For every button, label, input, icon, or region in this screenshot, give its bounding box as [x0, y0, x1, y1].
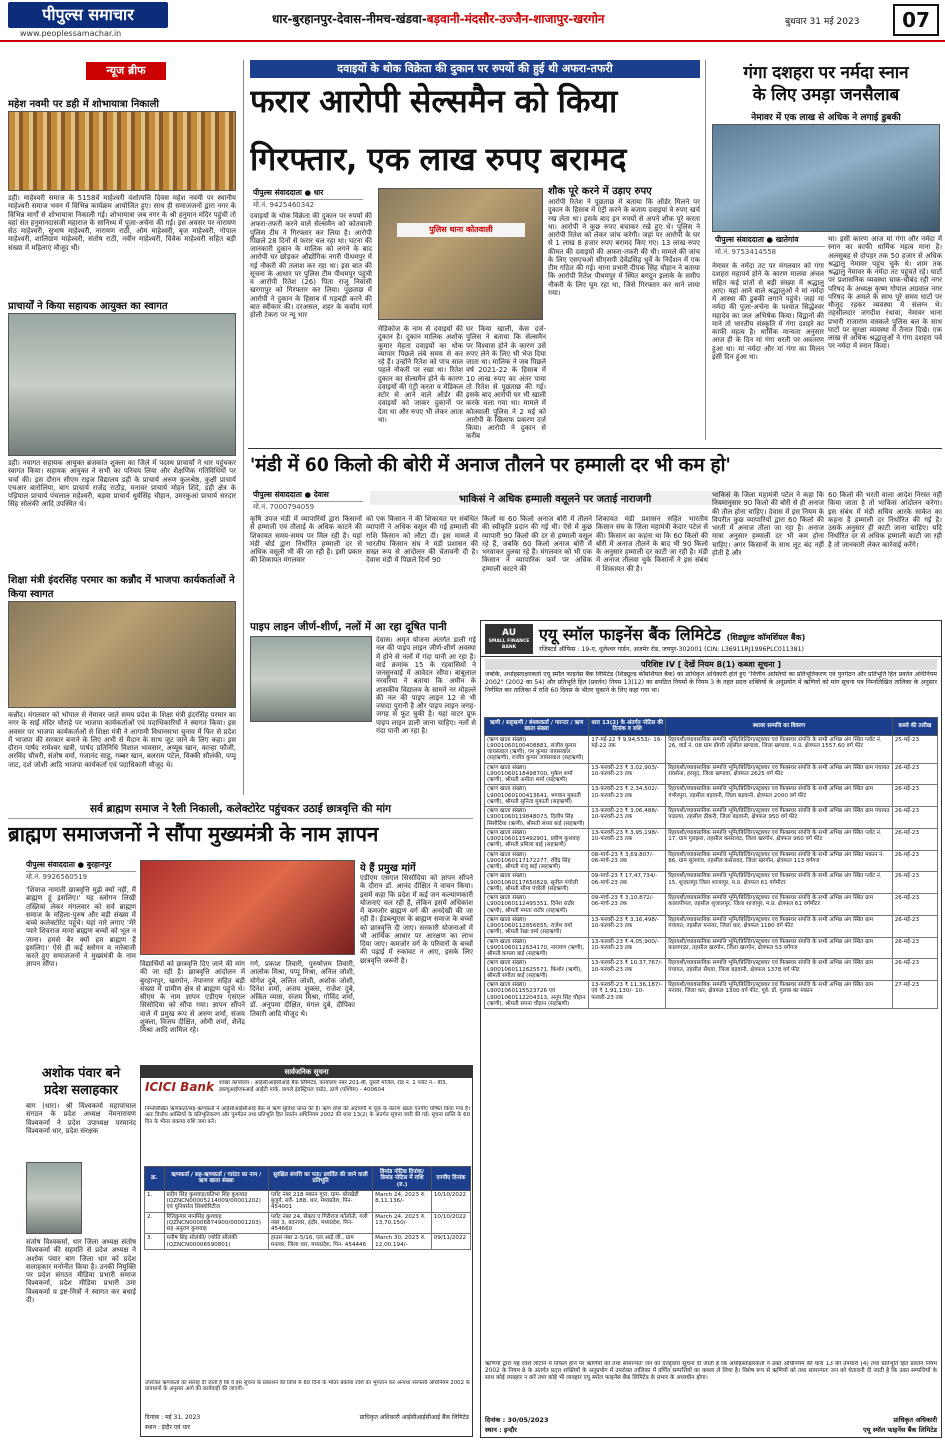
au-footer: ऋणियों द्वारा यह राशि लौटाने में विफल होने पर ऋणियों को तथा सामान्यतः जन को एतद्द्वारा सूचना दी जाती है कि अधोहस्ताक्षरकर्ता ने उक्त अधिनियम की धारा 13 की उपधारा (4) तथा प्रतिभूति हित प्रवर्तन नियम 2002 के नियम 8 के अंतर्गत प्रदत्त शक्तियों के अनुप्रयोग में उपरोक्त तालिका में वर्णित सम्पत्तियों का कब्जा ले लिया है। विशेष रूप से ऋणियों को तथा सामान्यतः जन को चेतावनी दी जाती है कि उक्त सम्पत्तियों के साथ कोई व्यवहार न करें तथा कोई भी व्यवहार एयू स्मॉल फाइनेंस बैंक लिमिटेड के प्रभार के अध्यधीन होगा।: [485, 1361, 937, 1381]
brief2-headline[interactable]: प्राचार्यों ने किया सहायक आयुक्त का स्वागत: [8, 301, 168, 312]
au-table-cell: रिहायशी/व्यावसायिक सम्पत्ति भूमि/बिल्डिंग/स्ट्रक्चर एवं फिक्स्चर संपत्ति के सभी अभिन्न अंग स्थित ग्राम कालापाठा, तहसील खरगोन, जिला खरगोन, क्षेत्रफल 53 वर्गगज: [666, 937, 893, 959]
au-table-cell: (ऋण खाता संख्या) L9001060112495351, दिनेश राठौर (ऋणी), श्रीमती ममता राठौर (सहऋणी): [485, 894, 589, 916]
au-table-cell: रिहायशी/व्यावसायिक सम्पत्ति भूमि/बिल्डिंग/स्ट्रक्चर एवं फिक्स्चर संपत्ति के सभी अभिन्न अंग स्थित ग्राम पंचायत पाडल्या, तहसील ठीकरी, जिला बड़वानी, क्षेत्रफल 950 वर्ग फीट: [666, 807, 893, 829]
ganga-byline: पीपुल्स संवाददाता ● खातेगांव: [715, 235, 799, 244]
edition-cities: [272, 10, 742, 27]
ganga-photo: [712, 124, 940, 232]
au-table-cell: 13-फरवरी-23 ₹ 4,05,900/- 10-फरवरी-23 तक: [589, 937, 666, 959]
au-table-cell: (ऋण खाता संख्या) L9001060117172277, रविंद्र सिंह (ऋणी), श्रीमती मंजू बाई (सहऋणी): [485, 850, 589, 872]
au-table-row: [485, 959, 938, 981]
icici-table: [144, 1166, 471, 1250]
au-table-cell: रिहायशी/व्यावसायिक सम्पत्ति भूमि/बिल्डिंग/स्ट्रक्चर एवं फिक्स्चर संपत्ति के सभी अभिन्न अंग स्थित ग्राम कालापीपल, तहसील शुजालपुर, जिला शाजापुर, म.प्र. क्षेत्रफल 61 वर्गमीटर: [666, 894, 893, 916]
icici-table-wrap: [144, 1166, 471, 1376]
icici-table-row: [145, 1234, 471, 1250]
lead-headline-line2[interactable]: गिरफ्तार, एक लाख रुपए बरामद: [250, 140, 627, 178]
au-table-cell: 13-फरवरी-23 ₹ 3,95,198/- 10-फरवरी-23 तक: [589, 828, 666, 850]
au-table-cell: 26-मई-23: [892, 828, 937, 850]
au-table-row: [485, 937, 938, 959]
brief1-body: डही। माहेश्वरी समाज के 5158वें माहेश्वरी वंशोत्पत्ति दिवस महेश नवमी पर स्थानीय माहेश्वरी समाज भवन में विभिन्न कार्यक्रम आयोजित हुए। साथ ही समाजजनों द्वारा नगर के विभिन्न मार्गों से शोभायात्रा निकाली गई। शोभायात्रा जब नगर के श्री हनुमान मंदिर पहुंची तो वहां संत हनुमानदासजी महाराज के सानिध्य में पूजा-अर्चना की गई। इस अवसर पर नारायण सेठ माहेश्वरी, सुभाष माहेश्वरी, नारायण राठी, ओम माहेश्वरी, बृज माहेश्वरी, गोपाल माहेश्वरी, शालिग्राम माहेश्वरी, संतोष राठी, नवीन माहेश्वरी, विवेक माहेश्वरी सहित बड़ी संख्या में महिलाएं मौजूद थीं।: [8, 194, 236, 252]
ashok-body2: संतोष विश्वकर्मा, धार जिला अध्यक्ष संतोष विश्वकर्मा की सहमति से प्रदेश अध्यक्ष ने अशोक पंवार बाग जिला धार को प्रदेश सलाहकार मनोनीत किया है। उनकी नियुक्ति पर प्रदेश संगठन मीडिया प्रभारी समाज विश्वकर्मा, प्रदेश मीडिया प्रभारी उमा विश्वकर्मा व इष्ट-मित्रों ने स्वागत कर बधाई दी।: [26, 1238, 136, 1304]
icici-intro: निम्नलिखित ऋणकर्ता/सह-ऋणकर्ता ने आईसीआईसीआई बैंक से ऋण सुविधा प्राप्त की है। ऋण राशि की अदायगी में चूक के कारण खाता एनपीए घोषित किया गया है। अतः वित्तीय आस्तियों के प्रतिभूतिकरण और पुनर्गठन तथा प्रतिभूति हित प्रवर्तन अधिनियम 2002 की धारा 13(2) के अंतर्गत सूचना जारी की गई। सूचना प्राप्ति के 60 दिन के भीतर बकाया राशि जमा करें।: [145, 1106, 470, 1125]
news-brief-title: न्यूज ब्रीफ: [86, 62, 166, 80]
ganga-subhead: नेमावर में एक लाख से अधिक ने लगाई डुबकी: [751, 113, 901, 123]
icici-table-header-1: ऋणकर्ता / सह-ऋणकर्ता / गारंटर का नाम / ऋण खाता संख्या: [164, 1167, 268, 1191]
icici-table-cell: प्रदीप सिंह कुशवाह/प्रतिभा सिंह कुशवाह (QZNCN00005214009/00001202) एवं यूनिवर्सल सिक्योरिटीज: [164, 1190, 268, 1212]
ganga-col1: नेमावर के नर्मदा तट पर मंगलवार को गंगा दशहरा महापर्व होने के कारण मालवा अंचल सहित कई प्रांतों से बड़ी संख्या में श्रद्धालु आए। यहां आने वाले श्रद्धालुओं ने मां नर्मदा में आस्था की डुबकी लगाने पहुंचे। जहां मां नर्मदा की पूजा-अर्चना के पश्चात सिद्धेश्वर महादेव का जल अभिषेक किया। विद्वानों की माने तो भारतीय संस्कृति में गंगा दशहरे का काफी महत्व है। धार्मिक मान्यता अनुसार आज ही के दिन मां गंगा धरती पर अवतरण हुआ था। मां नर्मदा और मां गंगा का मिलन इसी दिन हुआ था।: [712, 262, 824, 361]
au-table-row: [485, 981, 938, 1009]
lead-photo: [378, 188, 543, 320]
lead-photo-sign: पुलिस थाना कोतवाली: [397, 223, 525, 237]
au-table-cell: रिहायशी/व्यावसायिक सम्पत्ति भूमि/बिल्डिंग/स्ट्रक्चर एवं फिक्स्चर संपत्ति के सभी अभिन्न अंग स्थित ग्राम पंचायत, तहसील मनावर, जिला धार, क्षेत्रफल 1180 वर्ग फीट: [666, 915, 893, 937]
au-table-row: [485, 872, 938, 894]
au-table: [484, 717, 938, 1009]
au-place: स्थान : इन्दौर: [485, 1426, 517, 1434]
mandi-col4: शिकायत मंडी प्रशासन सहित भारतीय किसान संघ के जिला महामंत्री केदार पटेल से की। किसान का कहना था कि 60 किलो की बोरी में अनाज तौलने के बाद भी 90 किलो के अनुसार हम्माली दर काटी जा रही है। मंडी में अनाज तौलवा चुके किसानों ने इस संबंध में शिकायत की है।: [596, 515, 708, 573]
column-divider: [243, 60, 244, 795]
icici-top-label: सार्वजनिक सूचना: [141, 1066, 472, 1078]
icici-table-cell: 2.: [145, 1212, 165, 1234]
brief2-body: डही। नवागत सहायक आयुक्त ब्रजकांत शुक्ला का जिले में पदस्थ प्राचार्यों ने धार पहुंचकर स्वागत किया। सहायक आयुक्त ने सभी का परिचय लिया और शैक्षणिक गतिविधियों पर चर्चा की। इस दौरान सीएम राइज विद्यालय डही के प्राचार्य अरुण कुलश्रेष्ठ, कुक्षी प्राचार्य एचआर बारोलिया, बाग प्राचार्य राजेंद्र राठौड़, मनावर प्राचार्य मोहन शिंदे, डही क्षेत्र के पड़ियाल प्राचार्य पंचलाल महेश्वरी, बड़वा प्राचार्य धुर्वसिंह चौहान, उमरकुआं प्राचार्य सरदार सिंह सोलंकी आदि उपस्थित थे।: [8, 459, 236, 509]
au-table-wrap: [484, 717, 938, 1357]
ashok-body1: बाग (धार)। श्री विश्वकर्मा महापांचाल संगठन के प्रदेश अध्यक्ष नेमनारायण विश्वकर्मा ने प्रदेश उपाध्यक्ष परमानंद विश्वकर्मा धार, प्रदेश संरक्षक: [26, 1102, 136, 1135]
icici-logo: ICICI Bank: [145, 1080, 214, 1094]
au-title-suffix: (शिड्यूल्ड कॉमर्शियल बैंक): [726, 633, 806, 642]
brahmin-side-headline: ये हैं प्रमुख मांगें: [360, 863, 416, 874]
issue-date: बुधवार 31 मई 2023: [785, 17, 860, 27]
icici-table-cell: March 30, 2023 रु. 12,00,194/-: [373, 1234, 432, 1250]
brief3-headline[interactable]: शिक्षा मंत्री इंदरसिंह परमार का कन्नौद में भाजपा कार्यकर्ताओं ने किया स्वागत: [8, 575, 235, 600]
au-table-cell: 26-मई-23: [892, 915, 937, 937]
au-table-header-1: धारा 13(2) के अंतर्गत नोटिस की दिनांक व राशि: [589, 718, 666, 736]
brahmin-photo: [140, 860, 355, 955]
au-table-cell: 17-मई-22 ₹ 9,94,553/- 16-मई-22 तक: [589, 735, 666, 763]
icici-table-cell: March 24, 2023 रु. 8,11,136/-: [373, 1190, 432, 1212]
brahmin-kicker: सर्व ब्राह्मण समाज ने रैली निकाली, कलेक्टोरेट पहुंचकर उठाई छात्रवृत्ति की मांग: [8, 800, 473, 819]
lead-kicker: दवाइयों के थोक विक्रेता की दुकान पर रुपयों की हुई थी अफरा-तफरी: [250, 60, 700, 78]
au-logo: [485, 624, 533, 654]
au-table-cell: 13-फरवरी-23 ₹ 2,34,502/- 10-फरवरी-23 तक: [589, 785, 666, 807]
icici-date: दिनांक : मई 31, 2023: [145, 1414, 201, 1421]
brief3-body: कन्नौद। मंगलवार को भोपाल से नेमावर जाते समय प्रदेश के शिक्षा मंत्री इंदरसिंह परमार का नगर के साईं मंदिर चौराहे पर भाजपा कार्यकर्ताओं एवं पदाधिकारियों ने स्वागत किया। इस अवसर पर भाजपा कार्यकर्ताओं से शिक्षा मंत्री ने आगामी विधानसभा चुनाव में फिर से प्रदेश में भाजपा की सरकार बनाने के लिए अभी से मैदान के साथ जुट जाने के लिए कहा। इस दौरान पार्षद रामेश्वर खत्री, पार्षद प्रतिनिधि विशाल भावसार, अय्यूब खान, कान्हा फौजी, अरविंद चौधरी, संतोष वर्मा, गजानंद साहू, गब्बर खान, बलराम पटेल, विक्की सौलंकी, पप्पू जाट, दर्श जोशी आदि भाजपा कार्यकर्ता एवं पदाधिकारी मौजूद थे।: [8, 711, 236, 769]
section-rule: [248, 448, 942, 449]
lead-col2: मेडिकोज के नाम से दवाइयों की दुकान है। दुकान मालिक अशोक कुमार मेहता दवाइयों का थोक व्यापार पिछले लंबे समय से कर रहे हैं। उन्होंने रितेश को पांच साल पहले नौकरी पर रखा था। रितेश दुकान का सेल्समैन होने के कारण दवाइयों की एंट्री करता व मेडिकल स्टोर से आने वाले ऑर्डर की दवाइयों को जाकर दुकानों पर देता था और रुपए भी लेकर आता था।: [378, 325, 463, 424]
au-signatory-2: एयू स्मॉल फाइनेंस बैंक लिमिटेड: [863, 1426, 937, 1434]
mandi-byline: पीपुल्स संवाददाता ● देवास: [253, 490, 329, 499]
mandi-subhead: भाकिसं ने अधिक हम्माली वसूलने पर जताई नाराजगी: [370, 491, 740, 505]
icici-table-header-2: सुरक्षित संपत्ति का पता/ प्रवर्तित की जाने वाली प्रतिभूति: [268, 1167, 372, 1191]
brahmin-headline[interactable]: ब्राह्मण समाजजनों ने सौंपा मुख्यमंत्री के नाम ज्ञापन: [8, 822, 379, 846]
lead-col3: घर किया खाली, केस दर्ज- पुलिस ने बताया कि सेल्समैन पर विश्वास होने के कारण उसे रुपए लेने के लिए भी भेज दिया जाता था। मालिक ने जब पिछले वर्ष 2021-22 के हिसाब में 10 लाख रुपए का अंतर पाया तो रितेश से पूछताछ की गई। इसके बाद आरोपी घर भी खाली करके चला गया था। मामले में कोतवाली पुलिस ने 2 मई को आरोपी के खिलाफ प्रकरण दर्ज किया। आरोपी ने दुकान से करीब: [466, 325, 546, 441]
au-table-cell: (ऋण खाता संख्या) L9001060117650829, सुनील पंचोली (ऋणी), श्रीमती सीमा पंचोली (सहऋणी): [485, 872, 589, 894]
au-table-row: [485, 894, 938, 916]
au-table-cell: 26-मई-23: [892, 807, 937, 829]
icici-table-cell: 09/11/2022: [431, 1234, 470, 1250]
icici-table-row: [145, 1212, 471, 1234]
lead-headline-line1[interactable]: फरार आरोपी सेल्समैन को किया: [250, 82, 618, 120]
au-logo-line1: AU: [502, 628, 516, 638]
icici-table-cell: मनीष सिंह सोलंकी/ ज्योति सोलंकी (QZNCN00006590801): [164, 1234, 268, 1250]
au-table-cell: (ऋण खाता संख्या) L9001060100408881, संजीव कुमार जायसवाल (ऋणी), एम कुमार जायसवाल (सहऋणी), राजीव कुमार जायसवाल (सहऋणी): [485, 735, 589, 763]
icici-table-row: [145, 1190, 471, 1212]
au-table-cell: 09-मार्च-23 ₹ 3,10,872/- 06-मार्च-23 तक: [589, 894, 666, 916]
au-table-header-2: स्थावर सम्पत्ति का विवरण: [666, 718, 893, 736]
au-registered-office: रजिस्टर्ड ऑफिस : 19-ए, धूलेश्वर गार्डन, अजमेर रोड, जयपुर-302001 (CIN: L36911RJ1996PLC011381): [539, 646, 804, 653]
au-table-cell: रिहायशी/व्यावसायिक सम्पत्ति भूमि/बिल्डिंग/स्ट्रक्चर एवं फिक्स्चर संपत्ति के सभी अभिन्न अंग स्थित ग्राम गंभीरपुरा, तहसील बड़वानी, जिला बड़वानी, क्षेत्रफल 2000 वर्ग फीट: [666, 785, 893, 807]
au-table-cell: (ऋण खाता संख्या) L9001060119848073, दिलीप सिंह सिसौदिया (ऋणी), श्रीमती संध्या बाई (सहऋणी): [485, 807, 589, 829]
website-link[interactable]: www.peoplessamachar.in: [20, 29, 122, 38]
au-table-cell: रिहायशी/व्यावसायिक सम्पत्ति भूमि/बिल्डिंग/स्ट्रक्चर एवं फिक्स्चर संपत्ति के सभी अभिन्न अंग स्थित ग्राम मनावर, जिला धार, क्षेत्रफल 1300 वर्ग फीट, पूर्व: डॉ. गुलाब का मकान: [666, 981, 893, 1009]
cities-red: बड़वानी-मंदसौर-उज्जैन-शाजापुर-खरगोन: [426, 12, 605, 26]
icici-table-cell: 10/10/2022: [431, 1190, 470, 1212]
au-table-cell: (ऋण खाता संख्या) L9001060112625571, किशोर (ऋणी), श्रीमती संगीता बाई (सहऋणी): [485, 959, 589, 981]
au-table-cell: 13-फरवरी-23 ₹ 10,37,767/- 10-फरवरी-23 तक: [589, 959, 666, 981]
au-notice-title: [539, 623, 939, 645]
newspaper-logo[interactable]: पीपुल्स समाचार: [8, 2, 168, 28]
au-table-cell: 13-फरवरी-23 ₹ 3,02,903/- 10-फरवरी-23 तक: [589, 763, 666, 785]
au-table-cell: 26-मई-23: [892, 937, 937, 959]
au-table-cell: 13-फरवरी-23 ₹ 11,36,187/- एवं ₹ 1,91,130/- 10-फरवरी-23 तक: [589, 981, 666, 1009]
page-number: 07: [893, 4, 939, 36]
brahmin-col2: विद्यार्थियों को छात्रवृत्ति दिए जाने की मांग की जा रही है। छात्रवृत्ति आंदोलन में बुरहानपुर, खरगोन, नेपानगर सहित बड़ी संख्या में ग्रामीण क्षेत्र से ब्राह्मण पहुंचे थे। सीएम के नाम ज्ञापन एडीएम एसएल सिसोदिया को सौंपा गया। ज्ञापन सौंपने वाले में प्रमुख रूप से अरुण शर्मा, संजय शुक्ला, विजय दीक्षित, ओमी शर्मा, शैलेंद्र मिश्रा आदि शामिल रहे।: [140, 960, 245, 1034]
brief1-headline[interactable]: महेश नवमी पर डही में शोभायात्रा निकाली: [8, 99, 159, 110]
pipeline-photo: [250, 636, 372, 722]
ganga-col2: था। इसी कारण आज मां गंगा और नर्मदा में स्नान का काफी धार्मिक महत्व माना है। अलसुबह से दोपहर तक 50 हजार से अधिक श्रद्धालु नेमावर पहुंच चुके थे। शाम तक श्रद्धालु नेमावर के नर्मदा तट पहुंचते रहे। घाटों पर प्रशासनिक व्यवस्था चाक-चौबंद रही नगर परिषद के अध्यक्ष कृष्ण गोपाल अग्रवाल नगर परिषद के अमले के साथ पूरे समय घाटों पर मौजूद रहकर व्यवस्था में संलग्न थे। तहसीलदार जगदीश रंधावा, नेमावर थाना प्रभारी राजाराम वास्कले पुलिस बल के साथ घाटों पर सुरक्षा व्यवस्था में तैनात दिखे। एक लाख से अधिक श्रद्धालुओं ने गंगा दशहरा पर्व पर नर्मदा में स्नान किया।: [828, 235, 942, 351]
au-table-cell: रिहायशी/व्यावसायिक सम्पत्ति भूमि/बिल्डिंग/स्ट्रक्चर एवं फिक्स्चर संपत्ति के सभी अभिन्न अंग स्थित मकान नं. 86, ग्राम सुलगांव, तहसील कसरावद, जिला खरगोन, क्षेत्रफल 113 वर्गगज: [666, 850, 893, 872]
ganga-mobile: मो.नं. 9753414558: [715, 246, 825, 257]
brahmin-col1: 'शिवाज नामाती छात्रवृत्ति मुझे क्यों नहीं, मैं ब्राह्मण हूं इसलिए।' यह स्लोगन लिखी तख्तियां लेकर मंगलवार को सर्व ब्राह्मण समाज के महिला-पुरुष और बड़ी संख्या में बच्चे कलेक्टोरेट पहुंचे। यहां नारे लगाए 'मेरे प्यारे शिवराज मामा ब्राह्मण बच्चों को भूल न जाना। हमसे बैर क्यों हम ब्राह्मण हैं इसलिए।' ऐसे ही कई स्लोगन व नारेबाजी करते हुए समाजजनों ने मुख्यमंत्री के नाम ज्ञापन सौंपा।: [26, 886, 136, 969]
au-table-row: [485, 763, 938, 785]
icici-table-cell: प्लॉट नंबर 218 मकान गुप्त, ग्राम- बोरखेडी बुजुर्ग, सर्वे- 188, धार, मध्यप्रदेश, पिन- 454001: [268, 1190, 372, 1212]
au-table-header-0: ऋणी / सह्ऋणी / बंधककर्ता / गारन्टर / ऋण खाता संख्या: [485, 718, 589, 736]
ashok-headline-line1[interactable]: अशोक पंवार बने: [41, 1066, 121, 1081]
mandi-mobile: मो.नं. 7000794059: [253, 501, 363, 512]
lead-col1: दवाइयों के थोक विक्रेता की दुकान पर रुपयों की अफरा-तफरी करने वाले सेल्समैन को कोतवाली पुलिस टीम ने गिरफ्तार कर लिया है। आरोपी पिछले 28 दिनों से फरार चल रहा था। घटना की जानकारी दुकान के मालिक को लगने के बाद आरोपी घर छोड़कर औद्योगिक नगरी पीथमपुर में गई नौकरी की तलाश कर रहा था। इस बात की सूचना के आधार पर पुलिस टीम पीथमपुर पहुंची व आरोपी रितेश (26) पिता राजू निवासी खरगापुर को गिरफ्तार कर लिया। पूछताछ में आरोपी ने दुकान के हिसाब में गड़बड़ी करने की बात स्वीकार की। दरअसल, शहर के कर्वाय मार्ग होली टेकरा पर न्यू भार: [250, 212, 372, 319]
au-table-cell: रिहायशी/व्यावसायिक सम्पत्ति भूमि/बिल्डिंग/स्ट्रक्चर एवं फिक्स्चर संपत्ति के सभी अभिन्न अंग स्थित प्लॉट नं. 26, वार्ड नं. 08 ग्राम डोंगरी तहसील खण्डवा, जिला खण्डवा, म.प्र. क्षेत्रफल 1557.60 वर्ग फीट: [666, 735, 893, 763]
au-table-cell: (ऋण खाता संख्या) L9001060115492901, प्रवीण कुशवाह (ऋणी), श्रीमती प्रमिला बाई (सहऋणी): [485, 828, 589, 850]
au-table-row: [485, 915, 938, 937]
au-table-cell: 27-मई-23: [892, 981, 937, 1009]
au-table-header-3: कब्जे की तारीख: [892, 718, 937, 736]
au-table-cell: 25-मई-23: [892, 735, 937, 763]
icici-table-cell: March 24, 2023 रु. 13,70,150/-: [373, 1212, 432, 1234]
au-table-cell: (ऋण खाता संख्या) L9001060100413641, भगवान मुकाती (ऋणी), श्रीमती सुनिता मुकाती (सहऋणी): [485, 785, 589, 807]
mandi-col5: भाकिसं के जिला महामंत्री पटेल ने कहा कि नियमानुसार 90 किलो की बोरी से ही अनाज की तौल होना चाहिए। देवास में इस नियम के विपरीत कुछ व्यापारियों द्वारा 60 किलो की भरती में अनाज तौला जा रहा है। अनाज मात्रा अनुसार हम्माली दर भी कम होना चाहिए। अगर किसानों के साथ लूट बंद नहीं होती है और: [712, 491, 824, 557]
pipeline-body: देवास। अमृत योजना अंतर्गत डाली गई नल की पाइप लाइन जीर्ण-शीर्ण अवस्था में होने से नलों में गंदा पानी आ रहा है। वार्ड क्रमांक 15 के रहवासियों ने जनसुनवाई में आवेदन सौंपा। बाबूलाल नरवरिया ने बताया कि अमीन के शासकीय विद्यालय के सामने नर मोहल्ले की नल की पाइप लाइन 12 से भी ज्यादा पुरानी है और पाइप लाइन जगह-जगह से फूट चुकी है। यहां वाटर प्रूफ पाइप लाइन डाली जाना चाहिए। नलों से गंदा पानी आ रहा है।: [376, 636, 476, 735]
au-table-cell: 26-मई-23: [892, 894, 937, 916]
mandi-headline[interactable]: 'मंडी में 60 किलो की बोरी में अनाज तौलने पर हम्माली दर भी कम हो': [250, 454, 731, 476]
column-divider: [705, 60, 706, 440]
au-table-row: [485, 785, 938, 807]
brief2-photo: [8, 313, 236, 456]
au-table-row: [485, 828, 938, 850]
au-table-cell: 26-मई-23: [892, 850, 937, 872]
cities-black: धार-बुरहानपुर-देवास-नीमच-खंडवा-: [272, 12, 427, 26]
au-table-cell: 13-फरवरी-23 ₹ 3,06,488/- 10-फरवरी-23 तक: [589, 807, 666, 829]
icici-table-header-0: क्र.: [145, 1167, 165, 1191]
au-table-cell: (ऋण खाता संख्या) L9001060115523726 एवं L9001060112204313, अनूप सिंह चौहान (ऋणी), श्रीमती सपना चौहान (सहऋणी): [485, 981, 589, 1009]
au-intro: जबकि, अधोहस्ताक्षरकर्ता एयू स्मॉल फाइनेंस बैंक लिमिटेड (शिड्यूल्ड कॉमर्शियल बैंक) का प्राधिकृत अधिकारी होते हुए "वित्तीय आस्तियों का प्रतिभूतिकरण एवं पुनर्गठन और प्रतिभूति हित प्रवर्तन अधिनियम 2002" (2002 का 54) और प्रतिभूति हित (प्रवर्तन) नियम 13(12) का सपठित नियमों के नियम 3 के तहत प्रदत्त शक्तियों के अनुप्रयोग में ऋणियों को मांग सूचना पत्र निम्नलिखित तालिका के अनुसार निर्गमित कर तालिका में राशि 60 दिवस के भीतर चुकाने के लिए कहा गया था।: [485, 671, 937, 694]
ganga-headline-line2[interactable]: के लिए उमड़ा जनसैलाब: [752, 85, 900, 105]
au-table-row: [485, 850, 938, 872]
mandi-col6: 60 किलो की भरती वाला आदेश निरस्त नहीं किया जाता है तो भाकिसं आंदोलन करेगा। इस संबंध में मंडी सचिव आरके साकेत का कहना है हम्माली दर निर्धारित की गई है। उसके अनुसार ही काटी जाना चाहिए। यदि निर्धारित दर से अधिक हम्माली काटी जा रही है तो जानकारी लेकर कार्रवाई करेंगे।: [828, 491, 942, 549]
lead-byline: पीपुल्स संवाददाता ● धार: [253, 188, 324, 197]
lead-mobile: मो.नं. 9425460342: [253, 199, 363, 210]
brahmin-mobile: मो.नं. 9926560519: [26, 871, 136, 882]
icici-footer-note: उपरोक्त ऋणकर्ता को सलाह दी जाती है कि वे इस सूचना के प्रकाशन की तिथि से 60 दिनों के भीतर बकाया राशि का भुगतान करें अन्यथा सरफेसी अधिनियम 2002 के प्रावधानों के अनुसार आगे की कार्यवाही की जाएगी।: [145, 1380, 470, 1393]
au-notice-header: [481, 621, 941, 657]
pipeline-headline[interactable]: पाइप लाइन जीर्ण-शीर्ण, नलों में आ रहा दूषित पानी: [250, 621, 447, 633]
au-table-cell: 26-मई-23: [892, 959, 937, 981]
icici-table-cell: प्लॉट नंबर 24, सेक्टर ए गिरीराज कॉलोनी, गली नंबर 3, बदनावर, इंदौर, मध्यप्रदेश, पिन- 454660: [268, 1212, 372, 1234]
au-appendix: परिशिष्ट IV [ देखें नियम 8(1) कब्जा सूचना ]: [485, 659, 937, 670]
au-table-cell: 26-मई-23: [892, 872, 937, 894]
brahmin-side-body: एडीएम एसएल सिसोदिया को ज्ञापन सौंपने के दौरान डॉ. आनंद दीक्षित ने वाचन किया। इसमें कहा कि प्रदेश में कई जन कल्याणकारी योजनाएं चल रही हैं, लेकिन इसमें अधिकांश में कमजोर ब्राह्मण वर्ग की अनदेखी की जा रही है। ईडब्ल्यूएस के ब्राह्मण समाज के बच्चों को छात्रवृत्ति दी जाए। सरकारी योजनाओं में भी आर्थिक आधार पर आरक्षण का लाभ दिया जाए। कमजोर वर्ग के परिवारों के बच्चों की पढ़ाई में रुकावट न आए, इसके लिए छात्रवृत्ति जरूरी है।: [360, 874, 473, 965]
icici-table-header-4: एनपीए दिनांक: [431, 1167, 470, 1191]
icici-table-cell: 10/10/2022: [431, 1212, 470, 1234]
icici-table-cell: 3.: [145, 1234, 165, 1250]
icici-address: शाखा कार्यालय : आईसीआईसीआई बैंक लिमिटेड, कार्यालय नंबर 201-बी, दूसरी मंजिल, रोड नं. 1 प्लॉट नं.- बी3, डब्ल्यूआईएफआई आईटी पार्क, वागले इंडस्ट्रियल एस्टेट, ठाणे (पश्चिम) - 400604: [219, 1080, 448, 1093]
icici-table-cell: रितिकुमार मानसिंह कुशवाह (QZNCN00006874900/00001203) सह अनुराग कुशवाह: [164, 1212, 268, 1234]
brahmin-byline: पीपुल्स संवाददाता ● बुरहानपुर: [26, 860, 112, 869]
au-table-cell: 26-मई-23: [892, 763, 937, 785]
au-bank-notice: [480, 620, 942, 1438]
au-table-cell: रिहायशी/व्यावसायिक सम्पत्ति भूमि/बिल्डिंग/स्ट्रक्चर एवं फिक्स्चर संपत्ति के सभी अभिन्न अंग स्थित ग्राम पंचायत रायसेना, हरसूद, जिला खण्डवा, क्षेत्रफल 2625 वर्ग फीट: [666, 763, 893, 785]
lead-col4: आरोपी रितेश ने पूछताछ में बताया कि ऑर्डर मिलने पर दुकान के हिसाब में एंट्री करने के बजाय दवाइयां वे रुपए खर्च रख लेता था। इसके बाद इन रुपयों से अपने शौक पूरे करता था। आरोपी ने कुछ रुपए बचाकर रखे हुए थे। पुलिस ने आरोपी रितेश को लेकर जांच करेगी। जहां पर आरोपी के घर से 1 लाख 8 हजार रुपए बरामद किए गए। 13 लाख रुपए कीमत की दवाइयों की अफरा-तफरी की थी। मामले की जांच के लिए एसएचओ सीएसपी देवेंद्रसिंह धुर्वे के निर्देशन में एक टीम गठित की गई। थाना प्रभारी दीपक सिंह चौहान ने बताया कि आरोपी रितेश पीथमपुर में स्थित बगदून इलाके के समीप नौकरी के लिए घूम रहा था, जिसे गिरफ्तार कर थाने लाया गया।: [548, 198, 700, 297]
au-title-main: एयू स्मॉल फाइनेंस बैंक लिमिटेड: [539, 625, 721, 644]
mandi-col3: किलो या 60 किलो अनाज बोरी में तौलने की स्वीकृति प्रदान की गई थी। ऐसे में कुछ व्यापारी 90 किलो की दर से हम्माली वसूल रहे हैं, जबकि 60 किलो अनाज बोरी में भरवाकर तुलवा रहे हैं। मंगलवार को भी एक किसान ने व्यापारिक फर्म पर अधिक हम्माली काटने की: [482, 515, 592, 573]
au-table-cell: 26-मई-23: [892, 785, 937, 807]
icici-table-cell: 1.: [145, 1190, 165, 1212]
ganga-headline-line1[interactable]: गंगा दशहरा पर नर्मदा स्नान: [743, 63, 909, 83]
au-date: दिनांक : 30/05/2023: [485, 1416, 549, 1424]
au-table-cell: 08-मार्च-23 ₹ 3,69,807/- 06-मार्च-23 तक: [589, 850, 666, 872]
icici-signatory: प्राधिकृत अधिकारी आईसीआईसीआई बैंक लिमिटेड: [359, 1414, 469, 1421]
au-signatory-1: प्राधिकृत अधिकारी: [893, 1416, 937, 1424]
icici-table-cell: हाउस नंबर 2-5/16, एल.आई.जी., ग्राम मनावर, जिला धार, मध्यप्रदेश, पिन- 454446: [268, 1234, 372, 1250]
au-table-cell: रिहायशी/व्यावसायिक सम्पत्ति भूमि/बिल्डिंग/स्ट्रक्चर एवं फिक्स्चर संपत्ति के सभी अभिन्न अंग स्थित ग्राम पंचायत, तहसील सेंधवा, जिला बड़वानी, क्षेत्रफल 1378 वर्ग फीट: [666, 959, 893, 981]
au-table-cell: रिहायशी/व्यावसायिक सम्पत्ति भूमि/बिल्डिंग/स्ट्रक्चर एवं फिक्स्चर संपत्ति के सभी अभिन्न अंग स्थित प्लॉट नं. 17, ग्राम गुलझरा, तहसील कसरावद, जिला खरगोन, क्षेत्रफल 960 वर्ग फीट: [666, 828, 893, 850]
au-table-cell: 13-फरवरी-23 ₹ 3,16,498/- 10-फरवरी-23 तक: [589, 915, 666, 937]
au-logo-line2: SMALL FINANCE BANK: [488, 639, 530, 650]
au-table-cell: रिहायशी/व्यावसायिक सम्पत्ति भूमि/बिल्डिंग/स्ट्रक्चर एवं फिक्स्चर संपत्ति के सभी अभिन्न अंग स्थित प्लॉट नं. 15, शुजालपुर जिला शाजापुर, म.प्र. क्षेत्रफल 61 वर्गमीटर: [666, 872, 893, 894]
icici-place: स्थान : इंदौर एवं धार: [145, 1424, 191, 1431]
lead-side-headline: शौक पूरे करने में उड़ाए रुपए: [548, 186, 652, 197]
au-table-cell: 09-मार्च-23 ₹ 17,47,734/- 06-मार्च-23 तक: [589, 872, 666, 894]
au-table-cell: (ऋण खाता संख्या) L9001060112634170, नारायण (ऋणी), श्रीमती कमला बाई (सहऋणी): [485, 937, 589, 959]
icici-notice: [140, 1065, 473, 1437]
au-table-cell: (ऋण खाता संख्या) L9001060112856655, राजेश वर्मा (ऋणी), श्रीमती रेखा वर्मा (सहऋणी): [485, 915, 589, 937]
au-table-row: [485, 735, 938, 763]
brief3-photo: [8, 601, 236, 708]
mandi-col2: को एक किसान ने की शिकायत पर संबंधित व्यापारी ने अधिक वसूल की गई हम्माली की राशि किसान को लौटा दी। इस मामले में भारतीय किसान संघ ने मंडी प्रशासन की सख्त रूप से आंदोलन की चेतावनी दी है। देवास मंडी में पिछले दिनों 90: [366, 515, 478, 565]
au-table-cell: (ऋण खाता संख्या) L9001060118498700, मुकेश शर्मा (ऋणी), श्रीमती अनीता शर्मा (सहऋणी): [485, 763, 589, 785]
icici-table-header-3: डिमांड नोटिस दिनांक/ डिमांड नोटिस में राशि (रु.): [373, 1167, 432, 1191]
ashok-photo: [26, 1162, 82, 1234]
brief1-photo: [8, 111, 236, 191]
ashok-headline-line2[interactable]: प्रदेश सलाहकार: [44, 1083, 118, 1098]
au-table-row: [485, 807, 938, 829]
brahmin-col3: गर्ग, प्रकाश तिवारी, पुरुषोत्तम तिवारी, आलोक मिश्रा, पप्पू मिश्रा, अनिल जोशी, योगेश दुबे, ललित जोशी, अशोक जोशी, दिनेश शर्मा, अजय शुक्ला, राजेश दुबे, अंकित व्यास, संजय मिश्रा, गोविंद शर्मा, डॉ. अनूपमा दीक्षित, मंगल दुबे, दीपिका तिवारी आदि मौजूद थे।: [250, 960, 355, 1018]
mandi-col1: कृषि उपज मंडी में व्यापारियों द्वारा किसानों से हम्माली एवं तौलाई के अधिक काटने की शिकायत समय-समय पर मिल रही है। यहां मंडी बोर्ड द्वारा निर्धारित हम्माली दर से अधिक वसूली भी की जा रही है। इसी प्रकार की शिकायत मंगलवार: [250, 515, 362, 565]
